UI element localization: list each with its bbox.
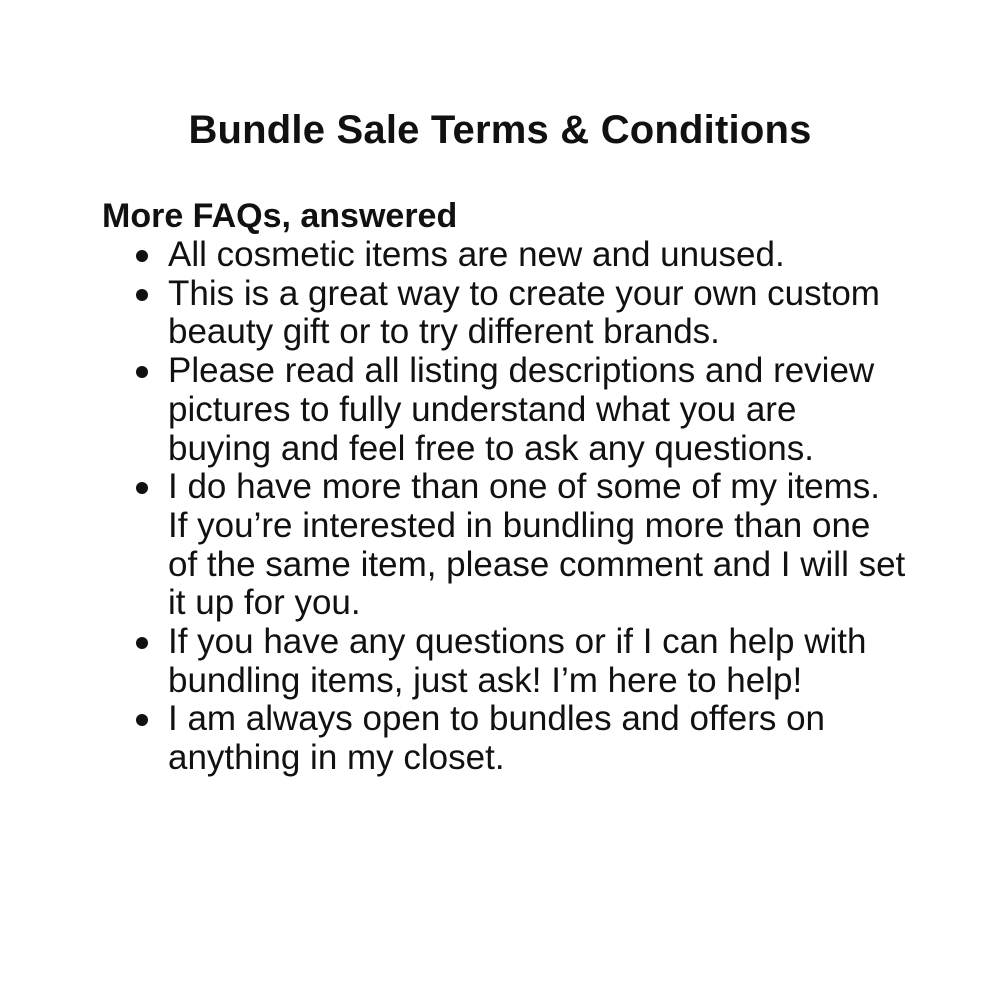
bullet-icon	[136, 714, 148, 726]
list-item-text: If you have any questions or if I can help with bundling items, just ask! I’m here to help!	[168, 622, 867, 700]
list-item-text: I do have more than one of some of my items. If you’re interested in bundling more than one of the same item, please comment and I will set it up for you.	[168, 467, 906, 623]
faq-list	[168, 236, 908, 778]
list-item-text: All cosmetic items are new and unused.	[168, 235, 785, 274]
list-item	[168, 700, 908, 777]
list-item-text: Please read all listing descriptions and review pictures to fully understand what you are buying and feel free to ask any questions.	[168, 351, 875, 468]
list-item	[168, 352, 908, 468]
section-heading: More FAQs, answered	[102, 197, 458, 235]
list-item	[168, 236, 908, 275]
bullet-icon	[136, 289, 148, 301]
list-item-text: I am always open to bundles and offers on anything in my closet.	[168, 699, 826, 778]
bullet-icon	[136, 637, 148, 649]
bullet-icon	[136, 250, 148, 262]
bullet-icon	[136, 366, 148, 378]
list-item	[168, 468, 908, 623]
list-item	[168, 275, 908, 352]
page-title: Bundle Sale Terms & Conditions	[188, 108, 812, 152]
list-item-text: This is a great way to create your own custom beauty gift or to try different brands.	[168, 273, 880, 352]
list-item	[168, 623, 908, 700]
bullet-icon	[136, 482, 148, 494]
